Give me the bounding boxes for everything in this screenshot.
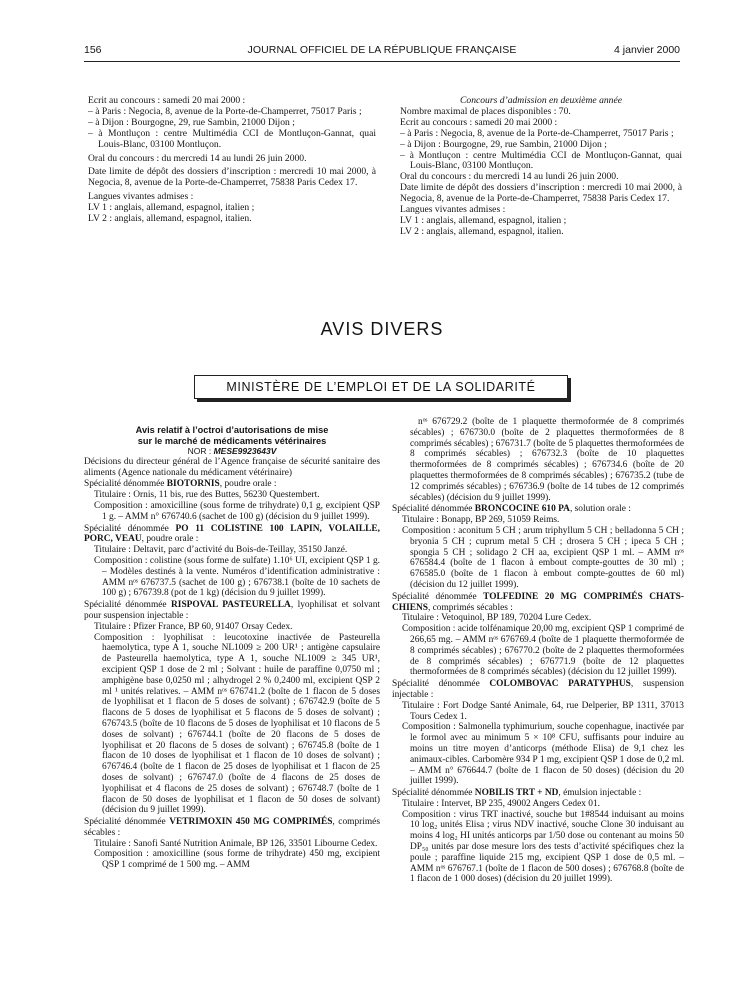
avis-title-line2: sur le marché de médicaments vétérinaires — [137, 435, 327, 446]
spec-name: TOLFEDINE 20 MG COMPRIMÉS CHATS-CHIENS — [392, 591, 684, 613]
titulaire: Titulaire : Ornis, 11 bis, rue des Buttes, 56230 Questembert. — [94, 490, 320, 501]
avis-title-line1: Avis relatif à l’octroi d’autorisations de mise — [135, 425, 329, 435]
decisions-left-column — [84, 425, 380, 871]
composition: Composition : lyophilisat : leucotoxine inactivée de Pasteurella haemolytica, type A 1, souche NL1009 ≥ 200 UR¹ ; antigène capsulaire de Pasteurella haemolytica, type A 1, souche NL1009 ≥ 345 UR¹, excipient QSP 1 dose de 2 ml ; Solvant : huile de paraffine 0,0750 ml ; amphigène base 0,0250 ml ; alhydrogel 2 % 0,2400 ml, excipient QSP 2 ml ¹ unités relatives. – AMM nᵒˢ 676741.2 (boîte de 1 flacon de 5 doses de lyophilisat et 1 flacon de 5 doses de solvant) ; 676742.9 (boîte de 5 flacons de 5 doses de lyophilisat et 5 flacons de 5 doses de solvant) ; 676743.5 (boîte de 10 flacons de 5 doses de lyophilisat et 10 flacons de 5 doses de solvant) ; 676744.1 (boîte de 20 flacons de 5 doses de lyophilisat et 20 flacons de 5 doses de solvant) ; 676745.8 (boîte de 1 flacon de 10 doses de lyophilisat et 1 flacon de 10 doses de solvant) ; 676746.4 (boîte de 1 flacon de 25 doses de lyophilisat et 1 flacon de 25 doses de solvant) ; 676747.0 (boîte de 4 flacons de 25 doses de lyophilisat et 4 flacons de 25 doses de solvant) ; 676748.7 (boîte de 1 flacon de 50 doses de lyophilisat et 1 flacon de 50 doses de solvant) (décision du 9 juillet 1999). — [94, 632, 380, 816]
oral-line: Oral du concours : du mercredi 14 au lundi 26 juin 2000. — [88, 152, 307, 164]
titulaire: Titulaire : Fort Dodge Santé Animale, 64, rue Delperier, BP 1311, 37013 Tours Cedex 1. — [402, 700, 684, 722]
composition: Composition : amoxicilline (sous forme de trihydrate) 0,1 g, excipient QSP 1 g. – AMM n° 676740.6 (sachet de 100 g) (décision du 9 juillet 1999). — [94, 500, 380, 522]
titulaire: Titulaire : Deltavit, parc d’activité du Bois-de-Teillay, 35150 Janzé. — [94, 545, 348, 556]
centre-paris: – à Paris : Negocia, 8, avenue de la Porte-de-Champerret, 75017 Paris ; — [88, 105, 362, 117]
spec-form: , poudre orale : — [141, 534, 199, 545]
spec-label: Spécialité dénommée — [84, 600, 172, 611]
right-top-column — [400, 96, 682, 238]
nor-label: NOR : — [187, 446, 214, 456]
avis-divers-heading: AVIS DIVERS — [320, 319, 444, 339]
centre-paris: – à Paris : Negocia, 8, avenue de la Porte-de-Champerret, 75017 Paris ; — [400, 127, 674, 139]
spec-label: Spécialité dénommée — [392, 591, 484, 602]
spec-label: Spécialité dénommée — [84, 523, 176, 534]
centre-montlucon: – à Montluçon : centre Multimédia CCI de Montluçon-Gannat, quai Louis-Blanc, 03100 Montluçon. — [400, 149, 682, 172]
spec-form: , lyophilisat et solvant pour suspension injectable : — [84, 600, 380, 621]
composition: Composition : acide tolfénamique 20,00 mg, excipient QSP 1 comprimé de 266,65 mg. – AMM nᵒˢ 676769.4 (boîte de 1 plaquette thermoformée de 8 comprimés sécables) ; 676770.2 (boîte de 2 plaquettes thermoformées de 8 comprimés sécables) ; 676771.9 (boîte de 12 plaquettes thermoformées de 8 comprimés sécables) (décision du 12 juillet 1999). — [402, 624, 684, 678]
spec-form: , suspension injectable : — [392, 679, 684, 700]
langues-heading: Langues vivantes admises : — [88, 191, 194, 203]
ministere-box: MINISTÈRE DE L’EMPLOI ET DE LA SOLIDARITÉ — [194, 375, 568, 399]
composition: Composition : colistine (sous forme de sulfate) 1.10⁶ UI, excipient QSP 1 g. – Modèles destinés à la vente. Numéros d’identification administrative : AMM nᵒˢ 676737.5 (sachet de 100 g) ; 676738.1 (boîte de 10 sachets de 100 g) ; 676739.8 (pot de 1 kg) (décision du 9 juillet 1999). — [94, 555, 380, 599]
spec-label: Spécialité dénommée — [392, 788, 475, 799]
spec-name: NOBILIS TRT + ND — [474, 788, 559, 799]
nor-code: MESE9923643V — [213, 446, 277, 456]
spec-form: , solution orale : — [569, 504, 631, 515]
concours-heading: Concours d’admission en deuxième année — [460, 95, 622, 106]
titulaire: Titulaire : Pfizer France, BP 60, 91407 Orsay Cedex. — [94, 621, 293, 632]
lv2-line: LV 2 : anglais, allemand, espagnol, italien. — [400, 225, 564, 237]
composition: Composition : virus TRT inactivé, souche but 1#8544 induisant au moins 10 log₂ unités Elisa ; virus NDV inactivé, souche Clone 30 induisant au moins 4 log₂ HI unités anticorps par 1/50 dose ou contenant au moins 50 DP₅₀ unités par dose mesure lors des tests d’activité spécifiques chez la poule ; paraffine liquide 215 mg, excipient QSP 1 dose de 0,5 ml. – AMM nᵒˢ 676767.1 (boîte de 1 flacon de 500 doses) ; 676768.8 (boîte de 1 flacon de 1 000 doses) (décision du 20 juillet 1999). — [402, 809, 684, 885]
spec-form: , poudre orale : — [219, 479, 277, 490]
composition: Composition : Salmonella typhimurium, souche copenhague, inactivée par le formol avec au minimum 5 × 10⁸ CFU, suffisants pour induire au moins un titre moyen d’anticorps (méthode Elisa) de 9,1 chez les animaux-cibles. Carbomère 934 P 1 mg, excipient QSP 1 dose de 0,2 ml. – AMM n° 676644.7 (boîte de 1 flacon de 50 doses) (décision du 20 juillet 1999). — [402, 722, 684, 787]
langues-heading: Langues vivantes admises : — [400, 204, 506, 216]
spec-rispoval — [84, 600, 380, 622]
spec-colombovac — [392, 679, 684, 701]
date-limite: Date limite de dépôt des dossiers d’inscription : mercredi 10 mai 2000, à Negocia, 8, avenue de la Porte-de-Champerret, 75838 Paris Cedex 17. — [400, 182, 682, 205]
spec-label: Spécialité dénommée — [392, 679, 490, 690]
places-line: Nombre maximal de places disponibles : 70. — [400, 105, 571, 117]
titulaire: Titulaire : Sanofi Santé Nutrition Animale, BP 126, 33501 Libourne Cedex. — [94, 838, 378, 849]
spec-broncocine — [392, 504, 684, 515]
lv2-line: LV 2 : anglais, allemand, espagnol, italien. — [88, 213, 252, 225]
issue-date: 4 janvier 2000 — [614, 44, 680, 56]
centre-montlucon: – à Montluçon : centre Multimédia CCI de Montluçon-Gannat, quai Louis-Blanc, 03100 Montluçon. — [88, 127, 376, 150]
page-number: 156 — [84, 44, 102, 56]
header-rule — [84, 61, 680, 62]
spec-form: , émulsion injectable : — [558, 788, 642, 799]
spec-form: , comprimés sécables : — [84, 817, 380, 838]
nor-line — [84, 446, 380, 457]
date-limite: Date limite de dépôt des dossiers d’inscription : mercredi 10 mai 2000, à Negocia, 8, avenue de la Porte-de-Champerret, 75838 Paris Cedex 17. — [88, 166, 376, 189]
oral-line: Oral du concours : du mercredi 14 au lundi 26 juin 2000. — [400, 171, 619, 183]
spec-label: Spécialité dénommée — [392, 504, 475, 515]
left-top-column — [88, 96, 376, 225]
decisions-right-column — [392, 417, 684, 885]
composition: Composition : aconitum 5 CH ; arum triphyllum 5 CH ; belladonna 5 CH ; bryonia 5 CH ; cuprum metal 5 CH ; drosera 5 CH ; ipeca 5 CH ; spongia 5 CH ; solidago 2 CH aa, excipient QSP 1 ml. – AMM nᵒˢ 676584.4 (boîte de 1 flacon à embout compte-gouttes de 30 ml) ; 676585.0 (boîte de 1 flacon à embout compte-gouttes de 60 ml) (décision du 12 juillet 1999). — [402, 525, 684, 590]
spec-form: , comprimés sécables : — [427, 602, 513, 613]
ecrit-line: Ecrit au concours : samedi 20 mai 2000 : — [88, 95, 246, 106]
spec-name: RISPOVAL PASTEURELLA — [171, 600, 291, 611]
spec-label: Spécialité dénommée — [84, 479, 167, 490]
journal-title: JOURNAL OFFICIEL DE LA RÉPUBLIQUE FRANÇAISE — [247, 44, 517, 56]
centre-dijon: – à Dijon : Bourgogne, 29, rue Sambin, 21000 Dijon ; — [400, 138, 607, 150]
spec-biotornis — [84, 479, 380, 490]
spec-vetrimoxin — [84, 817, 380, 839]
lv1-line: LV 1 : anglais, allemand, espagnol, italien ; — [400, 214, 567, 226]
page-header — [84, 44, 680, 60]
spec-name: BRONCOCINE 610 PA — [474, 504, 570, 515]
spec-name: BIOTORNIS — [166, 479, 220, 490]
spec-name: COLOMBOVAC PARATYPHUS — [489, 679, 631, 690]
decisions-intro: Décisions du directeur général de l’Agence française de sécurité sanitaire des aliments (Agence nationale du médicament vétérinaire) — [84, 456, 380, 478]
spec-po11 — [84, 524, 380, 546]
spec-name: VETRIMOXIN 450 MG COMPRIMÉS — [169, 817, 333, 828]
titulaire: Titulaire : Intervet, BP 235, 49002 Angers Cedex 01. — [402, 798, 600, 809]
spec-label: Spécialité dénommée — [84, 817, 170, 828]
spec-tolfedine — [392, 592, 684, 614]
ecrit-line: Ecrit au concours : samedi 20 mai 2000 : — [400, 116, 558, 128]
centre-dijon: – à Dijon : Bourgogne, 29, rue Sambin, 21000 Dijon ; — [88, 116, 295, 128]
composition-continued: nᵒˢ 676729.2 (boîte de 1 plaquette thermoformée de 8 comprimés sécables) ; 676730.0 (boîte de 2 plaquettes thermoformées de 8 comprimés sécables) ; 676731.7 (boîte de 5 plaquettes thermoformées de 8 comprimés sécables) ; 676732.3 (boîte de 10 plaquettes thermoformées de 8 comprimés sécables) ; 676734.6 (boîte de 20 plaquettes thermoformées de 8 comprimés sécables) ; 676735.2 (tube de 12 comprimés sécables) ; 676736.9 (boîte de 14 tubes de 12 comprimés sécables) (décision du 9 juillet 1999). — [410, 417, 684, 503]
spec-nobilis — [392, 788, 684, 799]
lv1-line: LV 1 : anglais, allemand, espagnol, italien ; — [88, 202, 255, 214]
composition: Composition : amoxicilline (sous forme de trihydrate) 450 mg, excipient QSP 1 comprimé de 1 500 mg. – AMM — [94, 849, 380, 871]
spec-name: PO 11 COLISTINE 100 LAPIN, VOLAILLE, PORC, VEAU — [84, 523, 380, 545]
titulaire: Titulaire : Vetoquinol, BP 189, 70204 Lure Cedex. — [402, 613, 592, 624]
titulaire: Titulaire : Bonapp, BP 269, 51059 Reims. — [402, 515, 560, 526]
